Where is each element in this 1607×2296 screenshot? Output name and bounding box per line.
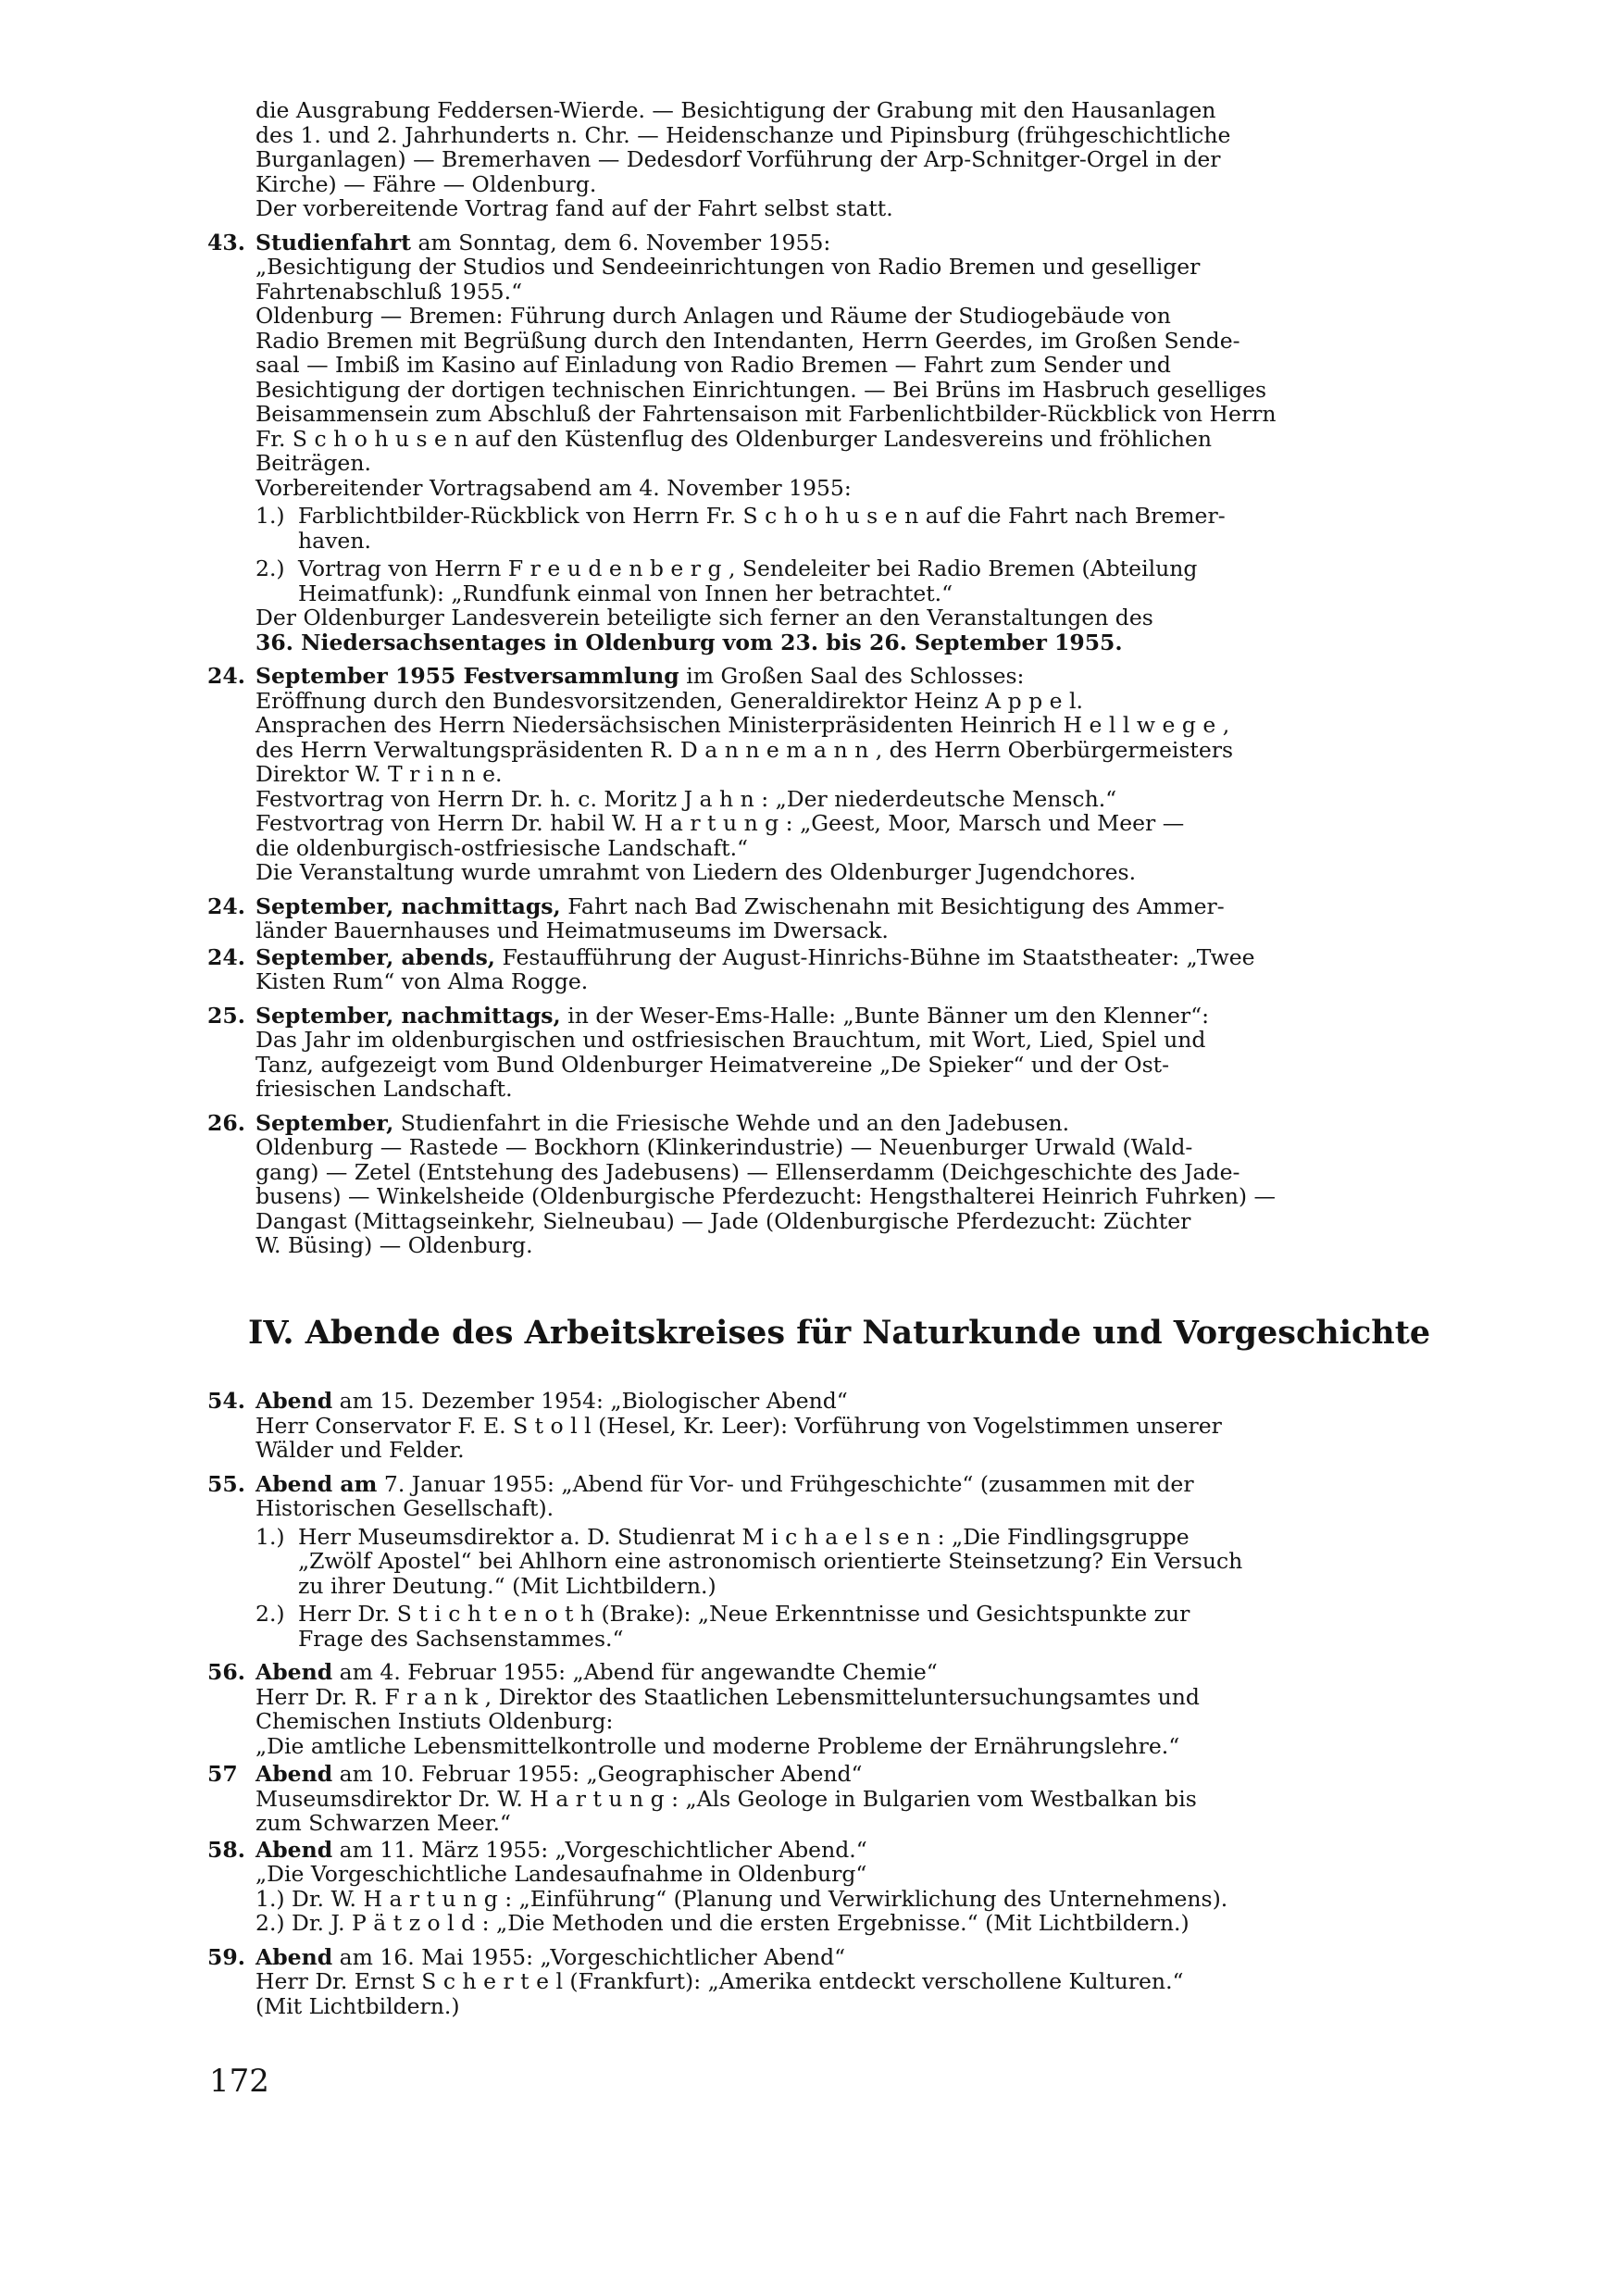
- entry-25: [207, 1004, 1374, 1102]
- entry-line: „Die amtliche Lebensmittelkontrolle und moderne Probleme der Ernährungslehre.“: [255, 1732, 1180, 1759]
- entry-line: 1.) Dr. W. H a r t u n g : „Einführung“ (Planung und Verwirklichung des Unternehmens).: [255, 1885, 1228, 1912]
- entry-line: Fahrt nach Bad Zwischenahn mit Besichtigung des Ammer-: [567, 892, 1225, 919]
- entry-heading: Abend: [255, 1836, 333, 1863]
- sub-line: „Zwölf Apostel“ bei Ahlhorn eine astronomisch orientierte Steinsetzung? Ein Versuch: [298, 1548, 1243, 1574]
- entry-line: zum Schwarzen Meer.“: [255, 1810, 511, 1836]
- intro-line: Der vorbereitende Vortrag fand auf der Fahrt selbst statt.: [255, 195, 893, 221]
- entry-line: Vorbereitender Vortragsabend am 4. November 1955:: [255, 474, 852, 501]
- sub-number: 2.): [255, 1601, 285, 1627]
- entry-line: Oldenburg — Bremen: Führung durch Anlagen und Räume der Studiogebäude von: [255, 303, 1171, 329]
- sub-entry: [207, 504, 1374, 553]
- entry-heading: Abend: [255, 1761, 333, 1787]
- intro-line: Burganlagen) — Bremerhaven — Dedesdorf Vorführung der Arp-Schnitger-Orgel in der: [255, 146, 1221, 172]
- entry-number: 43.: [207, 229, 245, 256]
- entry-line-bold: 36. Niedersachsentages in Oldenburg vom 23. bis 26. September 1955.: [255, 629, 1123, 655]
- entry-line: Chemischen Instiuts Oldenburg:: [255, 1708, 614, 1734]
- entry-line: am 4. Februar 1955: „Abend für angewandte Chemie“: [339, 1659, 938, 1685]
- page-number: 172: [209, 2063, 269, 2100]
- sub-line: Vortrag von Herrn F r e u d e n b e r g , Sendeleiter bei Radio Bremen (Abteilung: [298, 555, 1198, 581]
- entry-59: [207, 1945, 1374, 2019]
- entry-line: 2.) Dr. J. P ä t z o l d : „Die Methoden und die ersten Ergebnisse.“ (Mit Lichtbildern.): [255, 1910, 1190, 1936]
- entry-line: in der Weser-Ems-Halle: „Bunte Bänner um den Klenner“:: [567, 1002, 1210, 1029]
- entry-line: Herr Conservator F. E. S t o l l (Hesel, Kr. Leer): Vorführung von Vogelstimmen unserer: [255, 1412, 1222, 1439]
- entry-line: (Mit Lichtbildern.): [255, 1992, 460, 2019]
- entry-heading: Studienfahrt: [255, 229, 411, 256]
- entry-heading: Abend: [255, 1943, 333, 1970]
- sub-line: Farblichtbilder-Rückblick von Herrn Fr. S c h o h u s e n auf die Fahrt nach Bremer-: [298, 503, 1226, 529]
- sub-number: 2.): [255, 555, 285, 581]
- entry-number: 59.: [207, 1943, 245, 1970]
- entry-line: Direktor W. T r i n n e.: [255, 761, 503, 787]
- entry-line: Wälder und Felder.: [255, 1437, 465, 1463]
- entry-number: 25.: [207, 1002, 245, 1029]
- entry-line: W. Büsing) — Oldenburg.: [255, 1232, 533, 1258]
- sub-line: Herr Dr. S t i c h t e n o t h (Brake): „Neue Erkenntnisse und Gesichtspunkte zur: [298, 1601, 1190, 1627]
- intro-line: des 1. und 2. Jahrhunderts n. Chr. — Heidenschanze und Pipinsburg (frühgeschichtliche: [255, 121, 1231, 148]
- entry-heading: Abend am: [255, 1470, 378, 1497]
- entry-line: Herr Dr. Ernst S c h e r t e l (Frankfurt): „Amerika entdeckt verschollene Kulturen.“: [255, 1968, 1184, 1994]
- entry-line: Dangast (Mittagseinkehr, Sielneubau) — Jade (Oldenburgische Pferdezucht: Züchter: [255, 1207, 1191, 1234]
- entry-54: [207, 1389, 1374, 1463]
- entry-line: Besichtigung der dortigen technischen Einrichtungen. — Bei Brüns im Hasbruch geselliges: [255, 376, 1267, 403]
- entry-line: Museumsdirektor Dr. W. H a r t u n g : „Als Geologe in Bulgarien vom Westbalkan bis: [255, 1785, 1197, 1812]
- entry-number: 26.: [207, 1109, 245, 1136]
- entry-line: Der Oldenburger Landesverein beteiligte sich ferner an den Veranstaltungen des: [255, 605, 1153, 630]
- entry-line: Beisammensein zum Abschluß der Fahrtensaison mit Farbenlichtbilder-Rückblick von Herrn: [255, 401, 1277, 427]
- entry-line: am 16. Mai 1955: „Vorgeschichtlicher Abend“: [339, 1943, 846, 1970]
- entry-heading: September,: [255, 1109, 394, 1136]
- entry-line: busens) — Winkelsheide (Oldenburgische Pferdezucht: Hengsthalterei Heinrich Fuhrken) —: [255, 1183, 1277, 1209]
- entry-24-abends: [207, 945, 1374, 994]
- entry-line: Eröffnung durch den Bundesvorsitzenden, Generaldirektor Heinz A p p e l.: [255, 687, 1084, 714]
- entry-line: saal — Imbiß im Kasino auf Einladung von Radio Bremen — Fahrt zum Sender und: [255, 352, 1171, 378]
- intro-line: Kirche) — Fähre — Oldenburg.: [255, 170, 597, 197]
- entry-58: [207, 1838, 1374, 1936]
- entry-line: Fahrtenabschluß 1955.“: [255, 278, 523, 305]
- entry-line: länder Bauernhauses und Heimatmuseums im Dwersack.: [255, 917, 889, 943]
- upper-block: [207, 98, 1374, 1258]
- entry-number: 24.: [207, 892, 245, 919]
- sub-line: Herr Museumsdirektor a. D. Studienrat M i c h a e l s e n : „Die Findlingsgruppe: [298, 1523, 1190, 1550]
- entry-line: Das Jahr im oldenburgischen und ostfriesischen Brauchtum, mit Wort, Lied, Spiel und: [255, 1027, 1206, 1053]
- entry-24-festversammlung: [207, 664, 1374, 885]
- entry-line: gang) — Zetel (Entstehung des Jadebusens) — Ellenserdamm (Deichgeschichte des Jade-: [255, 1158, 1240, 1185]
- sub-number: 1.): [255, 503, 285, 529]
- entry-line: Festvortrag von Herrn Dr. h. c. Moritz J a h n : „Der niederdeutsche Mensch.“: [255, 785, 1117, 812]
- entry-43: [207, 231, 1374, 501]
- entry-line: des Herrn Verwaltungspräsidenten R. D a n n e m a n n , des Herrn Oberbürgermeisters: [255, 736, 1234, 763]
- sub-entry: [207, 1602, 1374, 1651]
- entry-line: Radio Bremen mit Begrüßung durch den Intendanten, Herrn Geerdes, im Großen Sende-: [255, 327, 1240, 354]
- entry-line: „Die Vorgeschichtliche Landesaufnahme in Oldenburg“: [255, 1861, 867, 1887]
- entry-line: Kisten Rum“ von Alma Rogge.: [255, 968, 589, 994]
- sub-line: zu ihrer Deutung.“ (Mit Lichtbildern.): [298, 1572, 716, 1599]
- entry-57: [207, 1762, 1374, 1836]
- entry-26: [207, 1111, 1374, 1258]
- entry-line: Historischen Gesellschaft).: [255, 1495, 554, 1521]
- entry-line: die oldenburgisch-ostfriesische Landschaft.“: [255, 834, 749, 861]
- entry-line: am 10. Februar 1955: „Geographischer Abend“: [339, 1761, 863, 1787]
- entry-55: [207, 1472, 1374, 1521]
- entry-number: 54.: [207, 1388, 245, 1414]
- entry-line: Festvortrag von Herrn Dr. habil W. H a r t u n g : „Geest, Moor, Marsch und Meer —: [255, 810, 1185, 836]
- entry-heading: September, nachmittags,: [255, 1002, 561, 1029]
- section-heading: IV. Abende des Arbeitskreises für Naturkunde und Vorgeschichte: [248, 1314, 1431, 1352]
- entry-number: 55.: [207, 1470, 245, 1497]
- sub-line: Frage des Sachsenstammes.“: [298, 1625, 624, 1652]
- entry-line: am Sonntag, dem 6. November 1955:: [417, 229, 831, 256]
- entry-heading: September, nachmittags,: [255, 892, 561, 919]
- entry-line: 7. Januar 1955: „Abend für Vor- und Frühgeschichte“ (zusammen mit der: [383, 1470, 1194, 1497]
- entry-heading: Abend: [255, 1659, 333, 1685]
- entry-line: Oldenburg — Rastede — Bockhorn (Klinkerindustrie) — Neuenburger Urwald (Wald-: [255, 1134, 1193, 1160]
- entry-heading: Abend: [255, 1388, 333, 1414]
- entry-line: Herr Dr. R. F r a n k , Direktor des Staatlichen Lebensmitteluntersuchungsamtes und: [255, 1683, 1200, 1710]
- entry-heading: September, abends,: [255, 943, 495, 970]
- entry-line: friesischen Landschaft.: [255, 1076, 513, 1102]
- entry-number: 57: [207, 1761, 238, 1787]
- sub-line: haven.: [298, 527, 371, 554]
- entry-line: Tanz, aufgezeigt vom Bund Oldenburger Heimatvereine „De Spieker“ und der Ost-: [255, 1051, 1170, 1078]
- sub-number: 1.): [255, 1523, 285, 1550]
- entry-line: Fr. S c h o h u s e n auf den Küstenflug des Oldenburger Landesvereins und fröhlichen: [255, 425, 1213, 452]
- entry-56: [207, 1660, 1374, 1758]
- sub-entry: [207, 1525, 1374, 1599]
- lower-block: [207, 1389, 1374, 2018]
- entry-line: Beiträgen.: [255, 450, 371, 476]
- entry-number: 24.: [207, 943, 245, 970]
- entry-line: Studienfahrt in die Friesische Wehde und an den Jadebusen.: [400, 1109, 1070, 1136]
- entry-line: am 15. Dezember 1954: „Biologischer Abend“: [339, 1388, 848, 1414]
- entry-number: 56.: [207, 1659, 245, 1685]
- entry-line: „Besichtigung der Studios und Sendeeinrichtungen von Radio Bremen und geselliger: [255, 254, 1201, 280]
- entry-line: am 11. März 1955: „Vorgeschichtlicher Abend.“: [339, 1836, 867, 1863]
- entry-number: 24.: [207, 663, 245, 689]
- entry-number: 58.: [207, 1836, 245, 1863]
- entry-line: Die Veranstaltung wurde umrahmt von Liedern des Oldenburger Jugendchores.: [255, 859, 1137, 885]
- entry-24-nachmittags: [207, 894, 1374, 943]
- entry-heading: September 1955 Festversammlung: [255, 663, 679, 689]
- entry-line: im Großen Saal des Schlosses:: [686, 663, 1025, 689]
- intro-line: die Ausgrabung Feddersen-Wierde. — Besichtigung der Grabung mit den Hausanlagen: [255, 97, 1216, 123]
- sub-line: Heimatfunk): „Rundfunk einmal von Innen her betrachtet.“: [298, 580, 953, 606]
- sub-entry: [207, 556, 1374, 605]
- entry-line: Festaufführung der August-Hinrichs-Bühne im Staatstheater: „Twee: [502, 943, 1255, 970]
- entry-line: Ansprachen des Herrn Niedersächsischen Ministerpräsidenten Heinrich H e l l w e g e ,: [255, 712, 1230, 738]
